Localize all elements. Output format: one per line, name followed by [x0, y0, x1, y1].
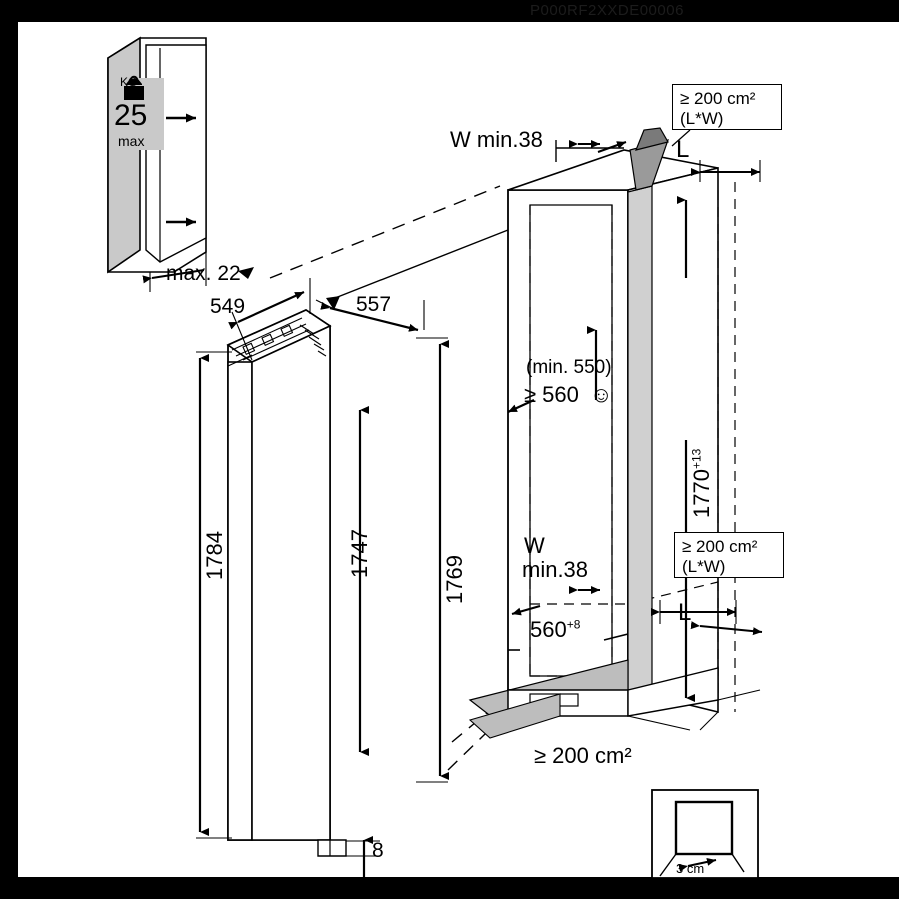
niche-drawing	[470, 128, 762, 738]
inset-caption-line2: e i 65 Hz	[672, 875, 724, 890]
vent-bottom-line2: (L*W)	[682, 557, 726, 576]
width-549-label: 549	[210, 295, 246, 318]
depth-max-22-label: max. 22	[166, 262, 241, 285]
inset-caption-line1: 3 cm	[676, 861, 705, 876]
depth-min-560: ≥ 560	[524, 382, 579, 407]
inset-drawing	[652, 790, 758, 878]
height-1747-label: 1747	[347, 529, 372, 578]
depth-min-smiley: ☺	[590, 382, 613, 407]
top-w-min-38-label: W min.38	[450, 127, 543, 152]
height-1784-label: 1784	[202, 531, 227, 580]
weight-value: 25	[114, 99, 148, 132]
niche-width-560: $560^{+8}$	[530, 617, 581, 642]
niche-width-tolerance: +8	[566, 617, 581, 632]
width-557-label: 557	[356, 293, 392, 316]
vent-top-line2: (L*W)	[680, 109, 724, 128]
w-label-lower: W	[524, 533, 545, 558]
niche-height-1770: $1770^{+13}$	[689, 448, 714, 518]
weight-max-label: max	[118, 133, 145, 149]
depth-min-note: (min. 550)	[526, 357, 612, 378]
vent-bottom-line1: ≥ 200 cm²	[682, 537, 758, 556]
height-1769-label: 1769	[442, 555, 467, 604]
l-label-top: L	[676, 136, 690, 163]
niche-height-tolerance: +13	[689, 448, 704, 470]
vent-top-line1: ≥ 200 cm²	[680, 89, 756, 108]
drawing-code: P000RF2XXDE00006	[530, 2, 684, 19]
foot-clearance-8-label: 8	[372, 839, 384, 862]
l-label-bottom: L	[678, 599, 692, 626]
kg-icon-label: KG	[120, 75, 138, 89]
w-min-38-lower: min.38	[522, 557, 589, 582]
vent-floor-label: ≥ 200 cm²	[534, 743, 632, 768]
appliance-drawing	[196, 278, 448, 884]
